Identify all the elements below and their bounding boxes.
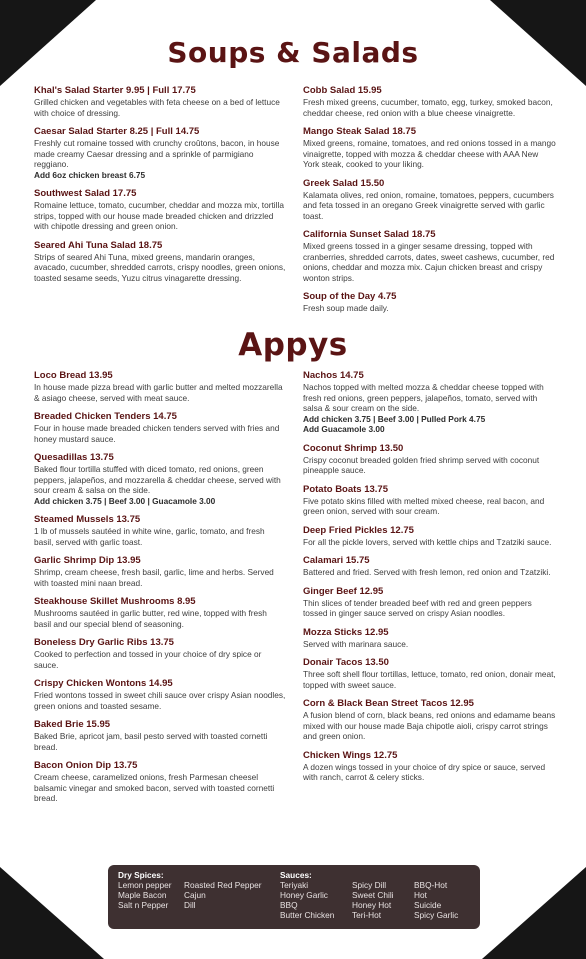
menu-item-name: Baked Brie 15.95 bbox=[34, 719, 111, 730]
menu-item-name: Crispy Chicken Wontons 14.95 bbox=[34, 678, 173, 689]
menu-item-name: Nachos 14.75 bbox=[303, 370, 364, 381]
menu-item bbox=[34, 370, 286, 403]
menu-item bbox=[34, 188, 286, 232]
menu-item-name: Quesadillas 13.75 bbox=[34, 452, 114, 463]
menu-item-description: 1 lb of mussels sautéed in white wine, garlic, tomato, and fresh basil, served with garlic toast. bbox=[34, 526, 265, 547]
menu-item-description: Mixed greens tossed in a ginger sesame dressing, topped with cranberries, shredded carrots, dates, sweet cashews, cucumber, red onions, cheddar and mozza mix. Cajun chicken breast and crispy wonton strips. bbox=[303, 241, 555, 283]
menu-item-description: Romaine lettuce, tomato, cucumber, cheddar and mozza mix, tortilla strips, topped with our house made breaded chicken and drizzled with chipotle dressing and green onion. bbox=[34, 200, 284, 231]
menu-item-description: A dozen wings tossed in your choice of dry spice or sauce, served with ranch, carrot & celery sticks. bbox=[303, 761, 546, 782]
spice-sauce-option: Sweet Chili bbox=[352, 890, 394, 900]
menu-item bbox=[303, 126, 556, 170]
menu-item-name: Mozza Sticks 12.95 bbox=[303, 626, 389, 638]
menu-item-description: Served with marinara sauce. bbox=[303, 638, 409, 649]
dry-spices-col2 bbox=[184, 880, 262, 910]
menu-item-description: Three soft shell flour tortillas, lettuce, tomato, red onion, donair meat, topped with sweet sauce. bbox=[303, 669, 556, 690]
sauces-col3 bbox=[414, 880, 458, 920]
menu-item bbox=[34, 514, 286, 547]
menu-item bbox=[303, 291, 556, 314]
sauces-title: Sauces: bbox=[280, 870, 312, 880]
menu-item-description: Fresh soup made daily. bbox=[303, 303, 389, 313]
soups-right-column bbox=[303, 85, 556, 322]
menu-item-description: A fusion blend of corn, black beans, red onions and edamame beans mixed with our house made Baja chipotle aioli, crispy carrot strings and green onion. bbox=[303, 710, 556, 741]
menu-item-name: Garlic Shrimp Dip 13.95 bbox=[34, 555, 141, 566]
spice-sauce-option: BBQ bbox=[280, 900, 298, 910]
soups-salads-heading: Soups & Salads bbox=[167, 36, 419, 69]
spice-sauce-option: Lemon pepper bbox=[118, 880, 172, 890]
spice-sauce-option: Honey Garlic bbox=[280, 890, 328, 900]
menu-item-name: Steakhouse Skillet Mushrooms 8.95 bbox=[34, 596, 196, 607]
menu-item bbox=[303, 229, 556, 283]
spice-sauce-option: Teriyaki bbox=[280, 880, 309, 890]
menu-item-addon: Add 6oz chicken breast 6.75 bbox=[34, 169, 146, 180]
menu-item-name: Coconut Shrimp 13.50 bbox=[303, 442, 404, 454]
menu-item-name: Cobb Salad 15.95 bbox=[303, 85, 382, 96]
menu-item bbox=[303, 750, 556, 783]
menu-item-description: Fried wontons tossed in sweet chili sauce over crispy Asian noodles, green onions and toasted sesame. bbox=[34, 690, 286, 711]
menu-item bbox=[34, 411, 286, 444]
menu-item bbox=[303, 178, 556, 222]
spices-sauces-panel bbox=[108, 865, 480, 929]
sauces-col1 bbox=[280, 880, 334, 920]
menu-item-description: Baked Brie, apricot jam, basil pesto served with toasted cornetti bread. bbox=[34, 731, 268, 752]
menu-item-name: Loco Bread 13.95 bbox=[34, 370, 113, 381]
sauces-section bbox=[280, 870, 459, 920]
menu-item bbox=[303, 85, 556, 118]
menu-item-description: Shrimp, cream cheese, fresh basil, garlic, lime and herbs. Served with toasted mini naan bread. bbox=[34, 567, 274, 588]
menu-item-name: Khal's Salad Starter 9.95 | Full 17.75 bbox=[34, 85, 196, 96]
menu-item bbox=[303, 370, 556, 435]
menu-item-name: California Sunset Salad 18.75 bbox=[303, 229, 436, 240]
corner-decoration-bottom-left bbox=[0, 867, 104, 959]
spice-sauce-option: Suicide bbox=[414, 900, 442, 910]
spice-sauce-option: Honey Hot bbox=[352, 900, 392, 910]
menu-item-description: Battered and fried. Served with fresh lemon, red onion and Tzatziki. bbox=[303, 567, 551, 577]
menu-item bbox=[34, 719, 286, 752]
menu-item-description: Grilled chicken and vegetables with feta cheese on a bed of lettuce with choice of dressing. bbox=[34, 97, 280, 118]
spice-sauce-option: BBQ-Hot bbox=[414, 880, 448, 890]
menu-item-name: Caesar Salad Starter 8.25 | Full 14.75 bbox=[34, 126, 200, 137]
menu-item-name: Corn & Black Bean Street Tacos 12.95 bbox=[303, 698, 474, 709]
spice-sauce-option: Spicy Dill bbox=[352, 880, 387, 890]
menu-item-description: Four in house made breaded chicken tenders served with fries and honey mustard sauce. bbox=[34, 423, 280, 444]
menu-item-name: Deep Fried Pickles 12.75 bbox=[303, 524, 414, 536]
spice-sauce-option: Cajun bbox=[184, 890, 206, 900]
menu-item-name: Seared Ahi Tuna Salad 18.75 bbox=[34, 239, 163, 251]
menu-item-description: In house made pizza bread with garlic butter and melted mozzarella & asiago cheese, served with meat sauce. bbox=[34, 382, 283, 403]
menu-item bbox=[303, 657, 556, 690]
dry-spices-title: Dry Spices: bbox=[118, 870, 164, 880]
menu-item-description: Fresh mixed greens, cucumber, tomato, egg, turkey, smoked bacon, cheddar cheese, red onion with a blue cheese vinaigrette. bbox=[303, 97, 553, 118]
menu-item-description: Nachos topped with melted mozza & cheddar cheese topped with fresh red onions, green peppers, jalapeños, tomato, served with salsa & sour cream on the side. bbox=[303, 382, 544, 413]
menu-item bbox=[34, 240, 286, 284]
menu-item-description: Cream cheese, caramelized onions, fresh Parmesan cheesel balsamic vinegar and smoked bacon, served with toasted cornetti bread. bbox=[34, 772, 275, 803]
menu-item-name: Southwest Salad 17.75 bbox=[34, 188, 137, 199]
menu-item-description: Thin slices of tender breaded beef with red and green peppers tossed in ginger sauce served on crispy Asian noodles. bbox=[303, 597, 532, 618]
spice-sauce-option: Dill bbox=[184, 900, 196, 910]
menu-item bbox=[34, 596, 286, 629]
spice-sauce-option: Hot bbox=[414, 890, 427, 900]
menu-item-description: Freshly cut romaine tossed with crunchy croûtons, bacon, in house made creamy Caesar dressing and a sprinkle of parmigiano reggiano. bbox=[34, 138, 280, 169]
sauces-col2 bbox=[352, 880, 394, 920]
spice-sauce-option: Butter Chicken bbox=[280, 910, 335, 920]
menu-item bbox=[303, 484, 556, 517]
corner-decoration-bottom-right bbox=[482, 867, 586, 959]
menu-item-description: Mixed greens, romaine, tomatoes, and red onions tossed in a mango vinaigrette, topped with mozza & cheddar cheese with AAA New York steak, cooked to your liking. bbox=[303, 138, 556, 169]
menu-item bbox=[303, 525, 556, 548]
menu-item bbox=[303, 586, 556, 619]
menu-item-addon: Add chicken 3.75 | Beef 3.00 | Pulled Pork 4.75 bbox=[303, 413, 486, 424]
menu-item bbox=[303, 555, 556, 578]
soups-left-column bbox=[34, 85, 286, 291]
spice-sauce-option: Maple Bacon bbox=[118, 890, 167, 900]
menu-item bbox=[303, 698, 556, 742]
menu-item-name: Donair Tacos 13.50 bbox=[303, 657, 389, 668]
menu-item-description: Strips of seared Ahi Tuna, mixed greens, mandarin oranges, avacado, cucumber, shredded carrots, crispy noodles, green onions, toasted sesame seeds, Yuzu citrus vinagarette dressing. bbox=[34, 251, 286, 283]
menu-item-description: Mushrooms sautéed in garlic butter, red wine, topped with fresh basil and our special blend of seasoning. bbox=[34, 608, 267, 629]
menu-item-name: Soup of the Day 4.75 bbox=[303, 291, 397, 302]
menu-item bbox=[34, 85, 286, 118]
menu-item-name: Breaded Chicken Tenders 14.75 bbox=[34, 411, 177, 422]
spice-sauce-option: Salt n Pepper bbox=[118, 900, 169, 910]
menu-item-description: Five potato skins filled with melted mixed cheese, real bacon, and green onion, served with sour cream. bbox=[303, 495, 545, 516]
spice-sauce-option: Teri-Hot bbox=[352, 910, 382, 920]
menu-item-description: Crispy coconut breaded golden fried shrimp served with coconut pineapple sauce. bbox=[303, 454, 540, 475]
menu-item-name: Steamed Mussels 13.75 bbox=[34, 514, 141, 525]
menu-item bbox=[34, 452, 286, 506]
appys-heading: Appys bbox=[238, 327, 348, 363]
menu-item-name: Calamari 15.75 bbox=[303, 555, 370, 566]
menu-item-description: Cooked to perfection and tossed in your choice of dry spice or sauce. bbox=[34, 649, 262, 670]
dry-spices-section bbox=[118, 870, 262, 910]
menu-item-description: For all the pickle lovers, served with kettle chips and Tzatziki sauce. bbox=[303, 536, 552, 547]
menu-item-description: Kalamata olives, red onion, romaine, tomatoes, peppers, cucumbers and feta tossed in an oregano Greek vinaigrette served with garlic toast. bbox=[303, 189, 554, 221]
spice-sauce-option: Spicy Garlic bbox=[414, 910, 459, 920]
spice-sauce-option: Roasted Red Pepper bbox=[184, 880, 262, 890]
menu-item-addon: Add Guacamole 3.00 bbox=[303, 424, 385, 434]
menu-item-name: Boneless Dry Garlic Ribs 13.75 bbox=[34, 637, 174, 648]
menu-item-addon: Add chicken 3.75 | Beef 3.00 | Guacamole 3.00 bbox=[34, 495, 216, 506]
menu-item-name: Potato Boats 13.75 bbox=[303, 483, 388, 495]
menu-item bbox=[34, 760, 286, 804]
menu-item-name: Mango Steak Salad 18.75 bbox=[303, 126, 416, 137]
menu-item bbox=[34, 555, 286, 588]
menu-item bbox=[303, 443, 556, 476]
menu-item bbox=[34, 126, 286, 180]
menu-item-name: Greek Salad 15.50 bbox=[303, 177, 385, 189]
appys-right-column bbox=[303, 370, 556, 791]
appys-left-column bbox=[34, 370, 286, 812]
menu-item bbox=[34, 678, 286, 711]
menu-item-description: Baked flour tortilla stuffed with diced tomato, red onions, green peppers, jalapeños, and mozzarella & cheddar cheese, served with sour cream & salsa on the side. bbox=[34, 464, 281, 495]
menu-item bbox=[303, 627, 556, 650]
dry-spices-col1 bbox=[118, 880, 172, 910]
menu-item-name: Chicken Wings 12.75 bbox=[303, 749, 398, 761]
menu-item-name: Bacon Onion Dip 13.75 bbox=[34, 760, 138, 771]
menu-item-name: Ginger Beef 12.95 bbox=[303, 585, 384, 597]
menu-item bbox=[34, 637, 286, 670]
